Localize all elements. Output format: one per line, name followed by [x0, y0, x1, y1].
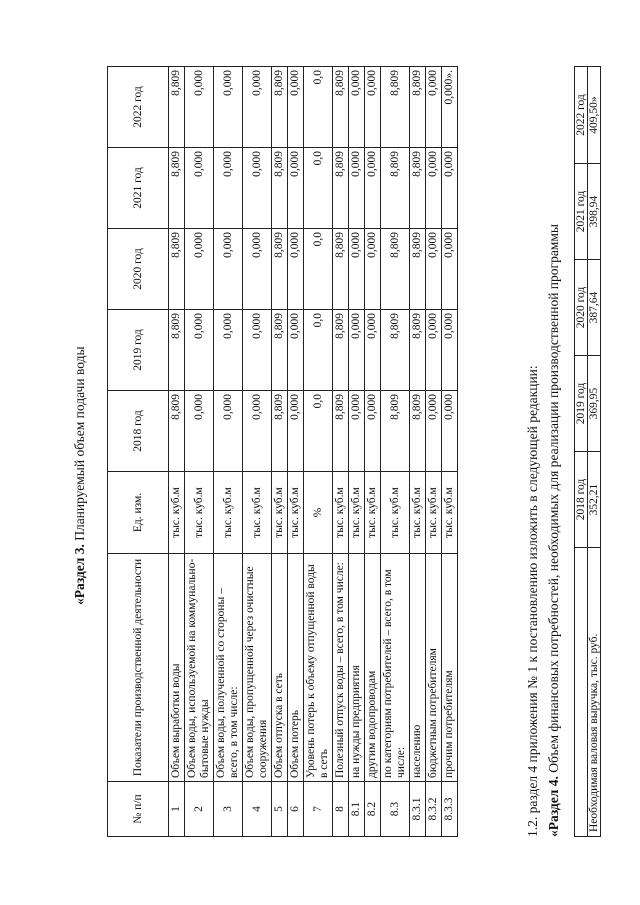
water-supply-table [107, 66, 458, 837]
value-cell: 8,809 [333, 229, 349, 310]
value-cell: 0,000». [442, 67, 458, 148]
header-year: 2020 год [108, 229, 169, 310]
header-indicator: Показатели производственной деятельности [108, 554, 169, 782]
unit-cell: тыс. куб.м [349, 472, 365, 554]
value-cell: 0,0 [304, 310, 333, 391]
indicator-name: по категориям потребителей – всего, в том числе: [381, 554, 410, 782]
value-cell: 8,809 [333, 391, 349, 472]
value-cell: 0,000 [426, 310, 442, 391]
indicator-name: Объем воды, полученной со стороны – всего, в том числе: [214, 554, 243, 782]
value-cell: 0,0 [304, 67, 333, 148]
value-cell: 0,000 [214, 148, 243, 229]
unit-cell: % [304, 472, 333, 554]
value-cell: 0,000 [243, 148, 272, 229]
unit-cell: тыс. куб.м [381, 472, 410, 554]
unit-cell: тыс. куб.м [442, 472, 458, 554]
value-cell: 0,000 [365, 229, 381, 310]
header-num: № п/п [108, 782, 169, 837]
table4-value: 409,50» [588, 67, 601, 164]
indicator-name: Объем воды, используемой на коммунально-бытовые нужды [185, 554, 214, 782]
table-header-row [108, 67, 169, 837]
section3-title-bold: «Раздел 3. [72, 544, 87, 605]
row-number: 8.3.2 [426, 782, 442, 837]
table-row [426, 67, 442, 837]
table-row [442, 67, 458, 837]
unit-cell: тыс. куб.м [426, 472, 442, 554]
value-cell: 8,809 [272, 67, 288, 148]
indicator-name: на нужды предприятия [349, 554, 365, 782]
value-cell: 8,809 [333, 310, 349, 391]
row-number: 3 [214, 782, 243, 837]
unit-cell: тыс. куб.м [365, 472, 381, 554]
table-row [169, 67, 185, 837]
value-cell: 0,000 [185, 391, 214, 472]
table-row [410, 67, 426, 837]
table4-year: 2022 год [575, 67, 588, 164]
value-cell: 0,000 [349, 148, 365, 229]
row-number: 8.2 [365, 782, 381, 837]
value-cell: 0,000 [288, 67, 304, 148]
value-cell: 8,809 [381, 67, 410, 148]
table-row [214, 67, 243, 837]
row-number: 8 [333, 782, 349, 837]
row-number: 8.3.1 [410, 782, 426, 837]
table4-value: 369,95 [588, 356, 601, 452]
table4-value: 352,21 [588, 452, 601, 548]
value-cell: 8,809 [410, 148, 426, 229]
table-row [272, 67, 288, 837]
unit-cell: тыс. куб.м [410, 472, 426, 554]
value-cell: 0,0 [304, 391, 333, 472]
table-row [304, 67, 333, 837]
value-cell: 0,000 [365, 310, 381, 391]
table4-year: 2019 год [575, 356, 588, 452]
section4-title [546, 224, 562, 837]
row-number: 8.3.3 [442, 782, 458, 837]
value-cell: 0,000 [214, 67, 243, 148]
table-row [288, 67, 304, 837]
table-row [243, 67, 272, 837]
value-cell: 0,000 [442, 310, 458, 391]
row-number: 4 [243, 782, 272, 837]
indicator-name: Объем выработки воды [169, 554, 185, 782]
unit-cell: тыс. куб.м [288, 472, 304, 554]
value-cell: 0,000 [349, 229, 365, 310]
table-body [169, 67, 458, 837]
value-cell: 0,000 [214, 229, 243, 310]
table4-value: 398,94 [588, 164, 601, 260]
value-cell: 8,809 [381, 391, 410, 472]
value-cell: 8,809 [169, 229, 185, 310]
header-year: 2019 год [108, 310, 169, 391]
value-cell: 0,000 [349, 67, 365, 148]
value-cell: 8,809 [169, 67, 185, 148]
table4-year: 2020 год [575, 260, 588, 356]
row-number: 1 [169, 782, 185, 837]
value-cell: 0,000 [185, 229, 214, 310]
value-cell: 8,809 [272, 229, 288, 310]
value-cell: 0,000 [243, 67, 272, 148]
value-cell: 0,000 [288, 391, 304, 472]
indicator-name: бюджетным потребителям [426, 554, 442, 782]
value-cell: 8,809 [410, 67, 426, 148]
value-cell: 8,809 [169, 391, 185, 472]
value-cell: 8,809 [272, 391, 288, 472]
value-cell: 0,000 [426, 148, 442, 229]
value-cell: 0,000 [349, 391, 365, 472]
unit-cell: тыс. куб.м [333, 472, 349, 554]
row-number: 7 [304, 782, 333, 837]
row-number: 5 [272, 782, 288, 837]
value-cell: 0,000 [185, 67, 214, 148]
indicator-name: Объем воды, пропущенной через очистные сооружения [243, 554, 272, 782]
value-cell: 0,000 [288, 148, 304, 229]
value-cell: 0,000 [185, 148, 214, 229]
value-cell: 0,0 [304, 229, 333, 310]
value-cell: 0,000 [243, 229, 272, 310]
table-row [185, 67, 214, 837]
section4-title-bold: «Раздел 4. [546, 776, 561, 837]
header-unit: Ед. изм. [108, 472, 169, 554]
paragraph-1-2: 1.2. раздел 4 приложения № 1 к постановлению изложить в следующей редакции: [525, 365, 540, 837]
section3-title-text: Планируемый объем подачи воды [72, 346, 87, 545]
value-cell: 0,000 [442, 391, 458, 472]
header-year: 2018 год [108, 391, 169, 472]
table4-value: 387,64 [588, 260, 601, 356]
header-year: 2021 год [108, 148, 169, 229]
value-cell: 0,000 [349, 310, 365, 391]
value-cell: 0,000 [442, 148, 458, 229]
unit-cell: тыс. куб.м [272, 472, 288, 554]
value-cell: 0,000 [442, 229, 458, 310]
table-row [349, 67, 365, 837]
value-cell: 0,000 [243, 391, 272, 472]
indicator-name: Объем потерь [288, 554, 304, 782]
section3-title [72, 346, 88, 605]
value-cell: 8,809 [410, 229, 426, 310]
value-cell: 0,000 [365, 148, 381, 229]
indicator-name: населению [410, 554, 426, 782]
value-cell: 8,809 [169, 310, 185, 391]
value-cell: 8,809 [169, 148, 185, 229]
indicator-name: Объем отпуска в сеть [272, 554, 288, 782]
value-cell: 8,809 [333, 148, 349, 229]
value-cell: 0,000 [365, 67, 381, 148]
unit-cell: тыс. куб.м [169, 472, 185, 554]
value-cell: 0,000 [214, 310, 243, 391]
row-number: 6 [288, 782, 304, 837]
table4-corner-cell [575, 548, 588, 837]
value-cell: 0,0 [304, 148, 333, 229]
value-cell: 8,809 [381, 229, 410, 310]
row-number: 8.3 [381, 782, 410, 837]
table4-year: 2021 год [575, 164, 588, 260]
unit-cell: тыс. куб.м [243, 472, 272, 554]
section4-title-text: Объем финансовых потребностей, необходимых для реализации производственной программы [546, 224, 561, 777]
value-cell: 0,000 [426, 229, 442, 310]
indicator-name: другим водопроводам [365, 554, 381, 782]
value-cell: 0,000 [288, 310, 304, 391]
value-cell: 8,809 [410, 310, 426, 391]
table4-revenue-row [588, 67, 601, 837]
indicator-name: Полезный отпуск воды – всего, в том числе: [333, 554, 349, 782]
value-cell: 8,809 [381, 148, 410, 229]
indicator-name: Уровень потерь к объему отпущенной воды в сеть [304, 554, 333, 782]
value-cell: 0,000 [426, 391, 442, 472]
value-cell: 8,809 [272, 310, 288, 391]
financial-needs-table [574, 66, 601, 837]
table-row [333, 67, 349, 837]
row-number: 2 [185, 782, 214, 837]
value-cell: 0,000 [365, 391, 381, 472]
value-cell: 0,000 [426, 67, 442, 148]
value-cell: 0,000 [243, 310, 272, 391]
value-cell: 8,809 [333, 67, 349, 148]
value-cell: 8,809 [410, 391, 426, 472]
indicator-name: прочим потребителям [442, 554, 458, 782]
value-cell: 0,000 [288, 229, 304, 310]
table4-row-label: Необходимая валовая выручка, тыс. руб. [588, 548, 601, 837]
table4-year: 2018 год [575, 452, 588, 548]
header-year: 2022 год [108, 67, 169, 148]
value-cell: 0,000 [214, 391, 243, 472]
table-row [381, 67, 410, 837]
unit-cell: тыс. куб.м [214, 472, 243, 554]
table-row [365, 67, 381, 837]
row-number: 8.1 [349, 782, 365, 837]
table4-header-row [575, 67, 588, 837]
value-cell: 8,809 [272, 148, 288, 229]
value-cell: 0,000 [185, 310, 214, 391]
value-cell: 8,809 [381, 310, 410, 391]
unit-cell: тыс. куб.м [185, 472, 214, 554]
